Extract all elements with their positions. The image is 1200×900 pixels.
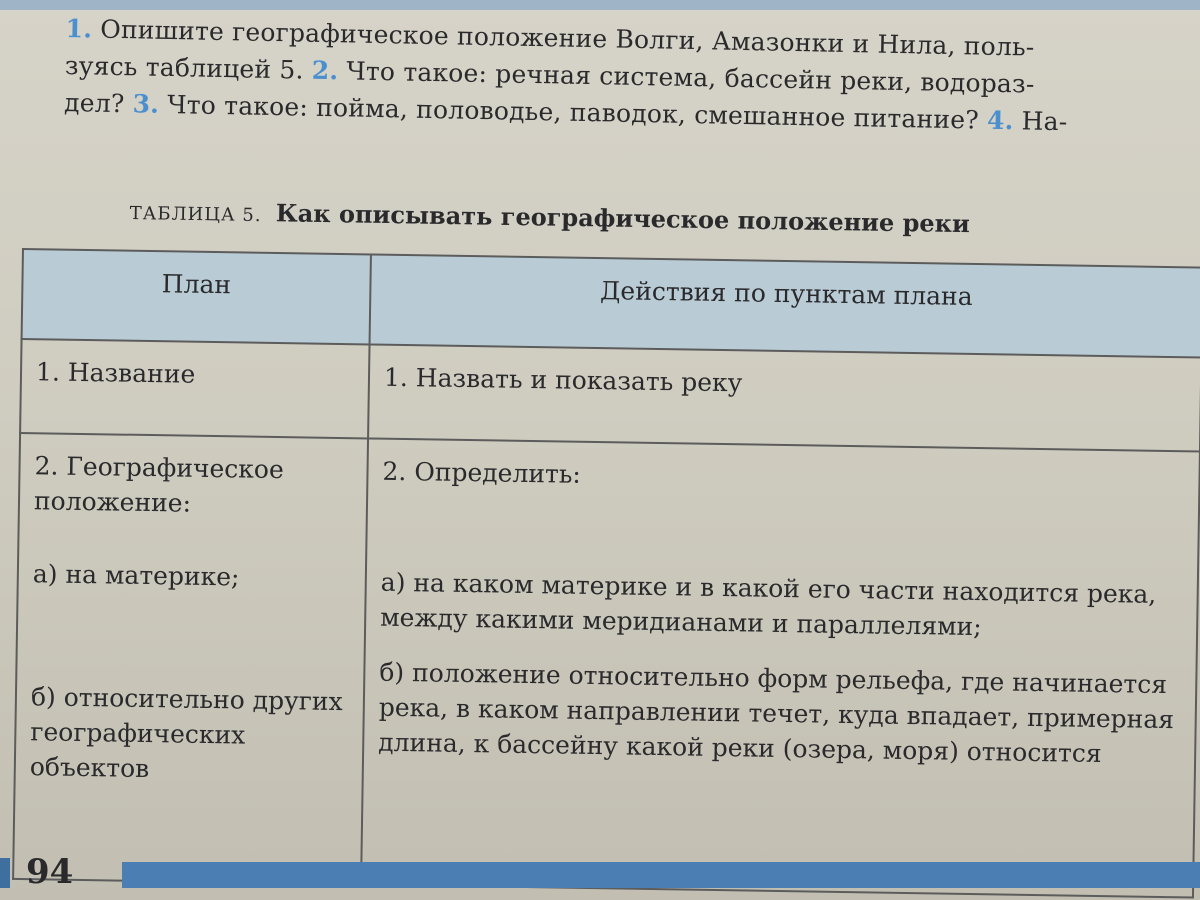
page-number: 94: [26, 852, 74, 892]
question-text: зуясь таблицей 5.: [64, 50, 313, 85]
table-caption-label: ТАБЛИЦА 5.: [129, 202, 262, 227]
table-row: [13, 433, 1200, 897]
action-item-name: 1. Назвать и показать реку: [383, 362, 743, 398]
action-subitem-b: б) положение относительно форм рельефа, где начинается река, в каком направлении течет, куда впадает, примерная длина, к бассейну какой реки (озера, моря) относится: [378, 657, 1175, 769]
question-number: 2.: [311, 55, 339, 86]
plan-item-name: 1. Название: [35, 357, 196, 389]
action-cell: [368, 344, 1200, 451]
plan-subitem-b: б) относительно других географических объектов: [29, 682, 343, 784]
action-subitem-a: а) на каком материке и в какой его части находится река, между какими меридианами и параллелями;: [380, 567, 1157, 642]
question-number: 3.: [132, 89, 160, 119]
table-container: [13, 248, 1200, 870]
footer-left-mark: [0, 858, 10, 888]
river-description-table: [12, 248, 1200, 898]
column-header-actions: Действия по пунктам плана: [370, 254, 1200, 357]
plan-item-position: 2. Географическое положение:: [33, 451, 285, 518]
question-text: Что такое: речная система, бассейн реки, водораз-: [337, 56, 1035, 99]
plan-subitem-a: а) на материке;: [32, 559, 240, 592]
question-text: Что такое: пойма, половодье, паводок, смешанное питание?: [158, 89, 988, 135]
action-item-determine: 2. Определить:: [382, 456, 582, 489]
footer-color-bar: [122, 862, 1200, 888]
column-header-plan: План: [22, 249, 371, 344]
question-text: На-: [1013, 106, 1068, 137]
action-cell: [361, 438, 1200, 897]
question-text: Опишите географическое положение Волги, Амазонки и Нила, поль-: [91, 14, 1035, 62]
plan-cell: [13, 433, 368, 884]
question-text: дел?: [63, 87, 133, 119]
top-color-band: [0, 0, 1200, 10]
table-caption: [130, 196, 1120, 241]
question-number: 4.: [986, 105, 1014, 136]
questions-paragraph: [64, 10, 1188, 143]
question-number: 1.: [65, 13, 93, 44]
plan-cell: [20, 339, 369, 438]
table-row: [20, 339, 1200, 452]
table-caption-title: Как описывать географическое положение реки: [275, 198, 971, 239]
